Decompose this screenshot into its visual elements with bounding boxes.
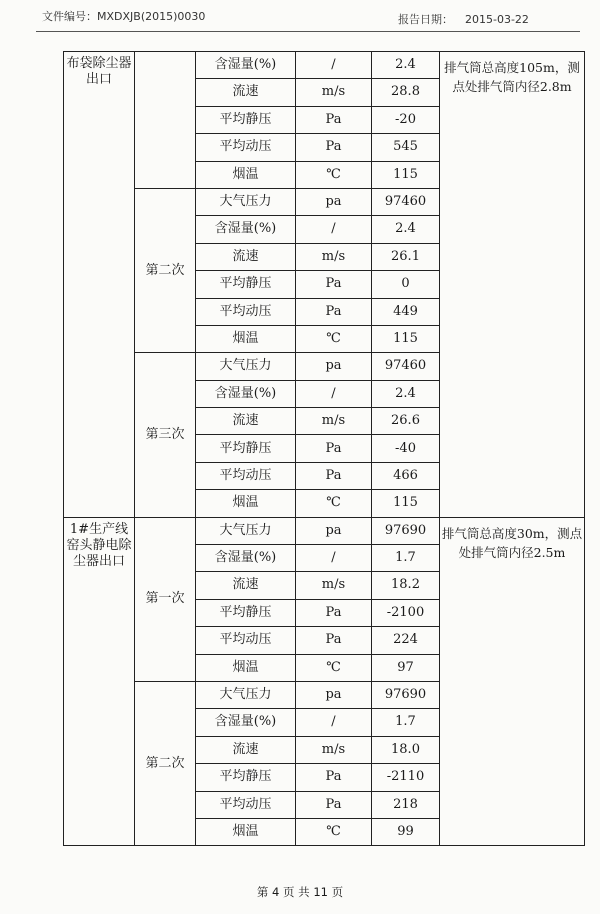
unit-cell: Pa — [296, 435, 372, 462]
value-cell: 545 — [372, 134, 440, 161]
value-cell: 26.1 — [372, 243, 440, 270]
report-date-value: 2015-03-22 — [465, 13, 529, 26]
parameter-cell: 平均动压 — [196, 462, 296, 489]
value-cell: 1.7 — [372, 709, 440, 736]
unit-cell: m/s — [296, 572, 372, 599]
value-cell: -2100 — [372, 599, 440, 626]
unit-cell: Pa — [296, 106, 372, 133]
parameter-cell: 平均静压 — [196, 764, 296, 791]
value-cell: 97460 — [372, 353, 440, 380]
parameter-cell: 流速 — [196, 736, 296, 763]
unit-cell: Pa — [296, 599, 372, 626]
value-cell: 99 — [372, 818, 440, 845]
unit-cell: / — [296, 380, 372, 407]
unit-cell: / — [296, 216, 372, 243]
parameter-cell: 烟温 — [196, 325, 296, 352]
sampling-site-2: 1#生产线窑头静电除尘器出口 — [64, 517, 135, 846]
value-cell: 115 — [372, 490, 440, 517]
value-cell: 2.4 — [372, 216, 440, 243]
unit-cell: / — [296, 545, 372, 572]
parameter-cell: 大气压力 — [196, 353, 296, 380]
value-cell: 28.8 — [372, 79, 440, 106]
table-row — [64, 517, 585, 544]
unit-cell: ℃ — [296, 325, 372, 352]
report-date-label: 报告日期： — [398, 13, 453, 26]
unit-cell: ℃ — [296, 161, 372, 188]
value-cell: 2.4 — [372, 380, 440, 407]
unit-cell: Pa — [296, 298, 372, 325]
value-cell: 466 — [372, 462, 440, 489]
table-row — [64, 52, 585, 79]
parameter-cell: 含湿量(%) — [196, 709, 296, 736]
parameter-cell: 平均动压 — [196, 791, 296, 818]
value-cell: 18.2 — [372, 572, 440, 599]
parameter-cell: 大气压力 — [196, 188, 296, 215]
stack-note-1: 排气筒总高度105m，测点处排气筒内径2.8m — [440, 52, 585, 518]
parameter-cell: 平均动压 — [196, 627, 296, 654]
unit-cell: / — [296, 52, 372, 79]
value-cell: 97690 — [372, 681, 440, 708]
value-cell: -2110 — [372, 764, 440, 791]
parameter-cell: 流速 — [196, 79, 296, 106]
unit-cell: Pa — [296, 764, 372, 791]
unit-cell: ℃ — [296, 818, 372, 845]
parameter-cell: 平均静压 — [196, 435, 296, 462]
unit-cell: m/s — [296, 408, 372, 435]
header-rule — [36, 31, 580, 32]
stack-note-2: 排气筒总高度30m，测点处排气筒内径2.5m — [440, 517, 585, 846]
value-cell: 2.4 — [372, 52, 440, 79]
parameter-cell: 流速 — [196, 572, 296, 599]
parameter-cell: 流速 — [196, 243, 296, 270]
unit-cell: pa — [296, 188, 372, 215]
parameter-cell: 平均动压 — [196, 134, 296, 161]
unit-cell: Pa — [296, 627, 372, 654]
unit-cell: Pa — [296, 134, 372, 161]
parameter-cell: 含湿量(%) — [196, 216, 296, 243]
sampling-site-1: 布袋除尘器出口 — [64, 52, 135, 518]
value-cell: 115 — [372, 325, 440, 352]
value-cell: 97690 — [372, 517, 440, 544]
value-cell: 97460 — [372, 188, 440, 215]
parameter-cell: 含湿量(%) — [196, 380, 296, 407]
unit-cell: / — [296, 709, 372, 736]
value-cell: -40 — [372, 435, 440, 462]
unit-cell: Pa — [296, 791, 372, 818]
page-number: 第 4 页 共 11 页 — [256, 885, 344, 899]
parameter-cell: 平均静压 — [196, 271, 296, 298]
value-cell: 97 — [372, 654, 440, 681]
value-cell: 26.6 — [372, 408, 440, 435]
unit-cell: ℃ — [296, 654, 372, 681]
report-date — [398, 11, 529, 27]
run-label: 第一次 — [135, 517, 196, 681]
value-cell: 0 — [372, 271, 440, 298]
document-number: 文件编号：MXDXJB(2015)0030 — [42, 10, 206, 23]
parameter-cell: 大气压力 — [196, 681, 296, 708]
unit-cell: ℃ — [296, 490, 372, 517]
value-cell: 18.0 — [372, 736, 440, 763]
parameter-cell: 含湿量(%) — [196, 545, 296, 572]
run-label: 第二次 — [135, 188, 196, 352]
parameter-cell: 烟温 — [196, 161, 296, 188]
value-cell: -20 — [372, 106, 440, 133]
value-cell: 449 — [372, 298, 440, 325]
run-label: 第二次 — [135, 681, 196, 845]
unit-cell: m/s — [296, 243, 372, 270]
unit-cell: pa — [296, 353, 372, 380]
parameter-cell: 含湿量(%) — [196, 52, 296, 79]
parameter-cell: 平均动压 — [196, 298, 296, 325]
unit-cell: pa — [296, 517, 372, 544]
parameter-cell: 大气压力 — [196, 517, 296, 544]
unit-cell: pa — [296, 681, 372, 708]
unit-cell: Pa — [296, 462, 372, 489]
value-cell: 218 — [372, 791, 440, 818]
value-cell: 224 — [372, 627, 440, 654]
value-cell: 115 — [372, 161, 440, 188]
parameter-cell: 流速 — [196, 408, 296, 435]
measurement-table — [63, 51, 585, 846]
unit-cell: m/s — [296, 736, 372, 763]
parameter-cell: 平均静压 — [196, 599, 296, 626]
parameter-cell: 平均静压 — [196, 106, 296, 133]
parameter-cell: 烟温 — [196, 654, 296, 681]
parameter-cell: 烟温 — [196, 490, 296, 517]
parameter-cell: 烟温 — [196, 818, 296, 845]
run-label: 第三次 — [135, 353, 196, 517]
value-cell: 1.7 — [372, 545, 440, 572]
unit-cell: m/s — [296, 79, 372, 106]
run-label — [135, 52, 196, 189]
unit-cell: Pa — [296, 271, 372, 298]
